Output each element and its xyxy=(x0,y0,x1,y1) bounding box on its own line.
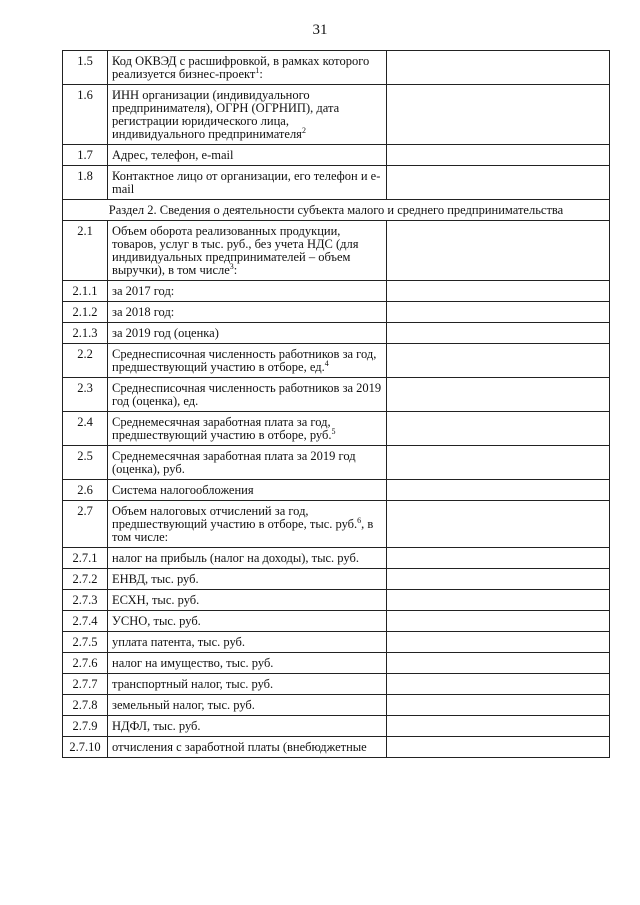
row-value-field[interactable] xyxy=(387,480,610,501)
row-number: 2.7.7 xyxy=(63,674,108,695)
section-2-header xyxy=(63,200,610,221)
row-label xyxy=(108,221,387,281)
row-number: 2.7.1 xyxy=(63,548,108,569)
row-value-field[interactable] xyxy=(387,166,610,200)
row-value-field[interactable] xyxy=(387,695,610,716)
row-value-field[interactable] xyxy=(387,590,610,611)
section-2-title: Раздел 2. Сведения о деятельности субъекта малого и среднего предпринимательства xyxy=(63,200,610,221)
row-label-text: ЕНВД, тыс. руб. xyxy=(112,572,199,586)
row-value-field[interactable] xyxy=(387,632,610,653)
row-label xyxy=(108,590,387,611)
row-label xyxy=(108,653,387,674)
row-label xyxy=(108,737,387,758)
table-row xyxy=(63,378,610,412)
row-value-field[interactable] xyxy=(387,716,610,737)
row-label xyxy=(108,501,387,548)
row-label-text: уплата патента, тыс. руб. xyxy=(112,635,246,649)
row-value-field[interactable] xyxy=(387,548,610,569)
row-label xyxy=(108,51,387,85)
table-row xyxy=(63,166,610,200)
footnote-marker: 2 xyxy=(301,125,306,135)
table-row xyxy=(63,674,610,695)
row-label-text: транспортный налог, тыс. руб. xyxy=(112,677,274,691)
table-row xyxy=(63,632,610,653)
row-value-field[interactable] xyxy=(387,653,610,674)
row-label-tail: : xyxy=(259,67,263,81)
application-form-table xyxy=(62,50,610,758)
row-label xyxy=(108,548,387,569)
section-2-header-row xyxy=(63,200,610,221)
row-label-text: за 2018 год: xyxy=(112,305,175,319)
row-number: 2.5 xyxy=(63,446,108,480)
row-label-text: ЕСХН, тыс. руб. xyxy=(112,593,200,607)
row-number: 1.5 xyxy=(63,51,108,85)
page-number: 31 xyxy=(312,22,328,38)
row-number: 1.8 xyxy=(63,166,108,200)
row-number: 2.3 xyxy=(63,378,108,412)
row-label-text: земельный налог, тыс. руб. xyxy=(112,698,255,712)
row-label-text: налог на имущество, тыс. руб. xyxy=(112,656,274,670)
table-row xyxy=(63,590,610,611)
row-number: 2.6 xyxy=(63,480,108,501)
row-label-tail: : xyxy=(233,263,238,277)
row-value-field[interactable] xyxy=(387,51,610,85)
row-label-text: Система налогообложения xyxy=(112,483,254,497)
row-number: 2.1.2 xyxy=(63,302,108,323)
row-label-text: Контактное лицо от организации, его телефон и e-mail xyxy=(112,169,381,196)
row-number: 1.6 xyxy=(63,85,108,145)
row-number: 2.1 xyxy=(63,221,108,281)
row-label xyxy=(108,145,387,166)
row-label xyxy=(108,281,387,302)
row-value-field[interactable] xyxy=(387,221,610,281)
row-number: 1.7 xyxy=(63,145,108,166)
table-row xyxy=(63,412,610,446)
row-label-text: НДФЛ, тыс. руб. xyxy=(112,719,201,733)
section-1-rows xyxy=(63,51,610,200)
table-row xyxy=(63,145,610,166)
table-row xyxy=(63,323,610,344)
table-row xyxy=(63,302,610,323)
table-row xyxy=(63,548,610,569)
row-label xyxy=(108,412,387,446)
table-row xyxy=(63,344,610,378)
row-label-text: Объем оборота реализованных продукции, товаров, услуг в тыс. руб., без учета НДС (для индивидуальных предпринимателей – объем выручки), в том числе xyxy=(112,224,359,277)
row-label-text: отчисления с заработной платы (внебюджетные xyxy=(112,740,367,754)
row-value-field[interactable] xyxy=(387,737,610,758)
row-number: 2.7.9 xyxy=(63,716,108,737)
row-value-field[interactable] xyxy=(387,674,610,695)
row-number: 2.7.5 xyxy=(63,632,108,653)
table-row xyxy=(63,85,610,145)
table-row xyxy=(63,716,610,737)
section-2-rows xyxy=(63,221,610,758)
footnote-marker: 3 xyxy=(229,261,234,271)
footnote-marker: 4 xyxy=(324,358,329,368)
row-number: 2.4 xyxy=(63,412,108,446)
table-row xyxy=(63,281,610,302)
row-label xyxy=(108,480,387,501)
row-value-field[interactable] xyxy=(387,281,610,302)
row-number: 2.7 xyxy=(63,501,108,548)
row-label-text: за 2019 год (оценка) xyxy=(112,326,219,340)
row-label xyxy=(108,569,387,590)
table-row xyxy=(63,569,610,590)
row-label xyxy=(108,674,387,695)
row-label-text: Среднесписочная численность работников за год, предшествующий участию в отборе, ед. xyxy=(112,347,377,374)
row-label xyxy=(108,378,387,412)
row-value-field[interactable] xyxy=(387,569,610,590)
footnote-marker: 6 xyxy=(357,515,362,525)
table-row xyxy=(63,446,610,480)
row-label-text: Среднемесячная заработная плата за год, предшествующий участию в отборе, руб. xyxy=(112,415,332,442)
row-number: 2.7.2 xyxy=(63,569,108,590)
row-number: 2.1.1 xyxy=(63,281,108,302)
row-value-field[interactable] xyxy=(387,446,610,480)
row-number: 2.1.3 xyxy=(63,323,108,344)
row-label-text: за 2017 год: xyxy=(112,284,175,298)
row-label-text: УСНО, тыс. руб. xyxy=(112,614,201,628)
row-label-text: ИНН организации (индивидуального предпринимателя), ОГРН (ОГРНИП), дата регистрации юридического лица, индивидуального предпринимателя xyxy=(112,88,340,141)
row-label-text: Код ОКВЭД с расшифровкой, в рамках которого реализуется бизнес-проект xyxy=(112,54,370,81)
row-label-tail: , в том числе: xyxy=(112,517,374,544)
table-row xyxy=(63,653,610,674)
row-label-text: Среднемесячная заработная плата за 2019 год (оценка), руб. xyxy=(112,449,356,476)
row-value-field[interactable] xyxy=(387,344,610,378)
row-value-field[interactable] xyxy=(387,611,610,632)
row-number: 2.7.3 xyxy=(63,590,108,611)
row-value-field[interactable] xyxy=(387,412,610,446)
row-label-text: Среднесписочная численность работников за 2019 год (оценка), ед. xyxy=(112,381,382,408)
row-label xyxy=(108,611,387,632)
row-label xyxy=(108,344,387,378)
footnote-marker: 5 xyxy=(331,426,336,436)
row-label xyxy=(108,166,387,200)
row-value-field[interactable] xyxy=(387,85,610,145)
row-label-text: Адрес, телефон, e-mail xyxy=(112,148,234,162)
row-label xyxy=(108,302,387,323)
row-label xyxy=(108,716,387,737)
footnote-marker: 1 xyxy=(255,65,260,75)
table-row xyxy=(63,221,610,281)
row-label xyxy=(108,446,387,480)
row-number: 2.7.10 xyxy=(63,737,108,758)
table-row xyxy=(63,611,610,632)
row-label xyxy=(108,323,387,344)
table-row xyxy=(63,501,610,548)
row-label xyxy=(108,85,387,145)
row-label-text: Объем налоговых отчислений за год, предшествующий участию в отборе, тыс. руб. xyxy=(112,504,358,531)
table-row xyxy=(63,480,610,501)
table-row xyxy=(63,695,610,716)
row-number: 2.7.4 xyxy=(63,611,108,632)
row-value-field[interactable] xyxy=(387,378,610,412)
row-value-field[interactable] xyxy=(387,501,610,548)
row-label xyxy=(108,632,387,653)
table-row xyxy=(63,737,610,758)
row-label-text: налог на прибыль (налог на доходы), тыс. руб. xyxy=(112,551,359,565)
row-number: 2.7.6 xyxy=(63,653,108,674)
row-number: 2.2 xyxy=(63,344,108,378)
row-value-field[interactable] xyxy=(387,302,610,323)
row-number: 2.7.8 xyxy=(63,695,108,716)
row-label xyxy=(108,695,387,716)
row-value-field[interactable] xyxy=(387,323,610,344)
table-row xyxy=(63,51,610,85)
row-value-field[interactable] xyxy=(387,145,610,166)
